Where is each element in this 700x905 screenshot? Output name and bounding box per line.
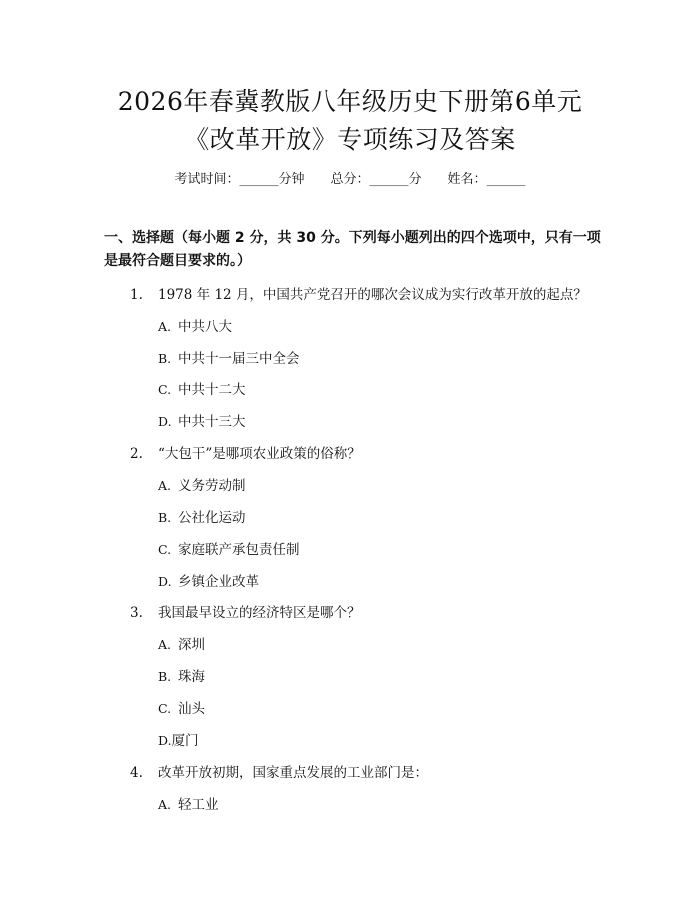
option-1a [158, 315, 232, 335]
document-title-line2: 《改革开放》专项练习及答案 [184, 125, 516, 154]
option-letter: D. [158, 574, 172, 589]
option-letter: A. [158, 637, 172, 652]
option-letter: D. [158, 414, 172, 429]
option-text: 汕头 [178, 701, 205, 717]
question-text: 我国最早设立的经济特区是哪个？ [158, 605, 361, 621]
option-3c [158, 697, 205, 717]
option-text: 公社化运动 [178, 510, 246, 526]
option-letter: A. [158, 797, 172, 812]
option-2c [158, 538, 300, 558]
question-number: 4. [130, 765, 143, 781]
question-1 [130, 283, 587, 303]
option-letter: B. [158, 669, 172, 684]
exam-name-field: 姓名：______ [447, 172, 526, 187]
option-2d [158, 570, 259, 590]
option-text: 家庭联产承包责任制 [178, 542, 300, 558]
option-letter: D. [158, 733, 172, 748]
option-letter: C. [158, 701, 172, 716]
option-letter: C. [158, 542, 172, 557]
section-heading: 一、选择题（每小题 2 分，共 30 分。下列每小题列出的四个选项中，只有一项是最符合题目要求的。） [104, 230, 601, 269]
option-text: 厦门 [171, 733, 199, 749]
option-1b [158, 347, 300, 367]
option-letter: A. [158, 319, 172, 334]
option-2b [158, 506, 246, 526]
question-2 [130, 442, 361, 462]
option-letter: B. [158, 351, 172, 366]
question-number: 1. [130, 287, 143, 303]
option-4a [158, 793, 219, 813]
exam-score-field: 总分：______分 [330, 172, 422, 187]
option-text: 乡镇企业改革 [178, 574, 259, 590]
question-4 [130, 761, 428, 781]
option-1d [158, 410, 246, 430]
question-text: 改革开放初期，国家重点发展的工业部门是： [158, 765, 428, 781]
option-3d [158, 729, 199, 749]
option-1c [158, 378, 246, 398]
option-text: 珠海 [178, 669, 205, 685]
option-letter: C. [158, 382, 172, 397]
option-2a [158, 474, 246, 494]
exam-time-field: 考试时间：______分钟 [174, 172, 305, 187]
document-title-line1: 2026年春冀教版八年级历史下册第6单元 [117, 87, 583, 116]
option-text: 义务劳动制 [178, 478, 246, 494]
option-3b [158, 665, 205, 685]
option-text: 深圳 [178, 637, 205, 653]
option-letter: A. [158, 478, 172, 493]
question-3 [130, 601, 361, 621]
option-text: 中共十三大 [178, 414, 246, 430]
option-text: 轻工业 [178, 797, 219, 813]
question-number: 2. [130, 446, 143, 462]
question-number: 3. [130, 605, 143, 621]
option-text: 中共十一届三中全会 [178, 351, 300, 367]
question-text: “大包干”是哪项农业政策的俗称？ [158, 446, 361, 462]
option-text: 中共十二大 [178, 382, 246, 398]
option-letter: B. [158, 510, 172, 525]
question-text: 1978 年 12 月，中国共产党召开的哪次会议成为实行改革开放的起点？ [158, 287, 587, 303]
option-3a [158, 633, 205, 653]
exam-info [0, 168, 700, 187]
option-text: 中共八大 [178, 319, 232, 335]
